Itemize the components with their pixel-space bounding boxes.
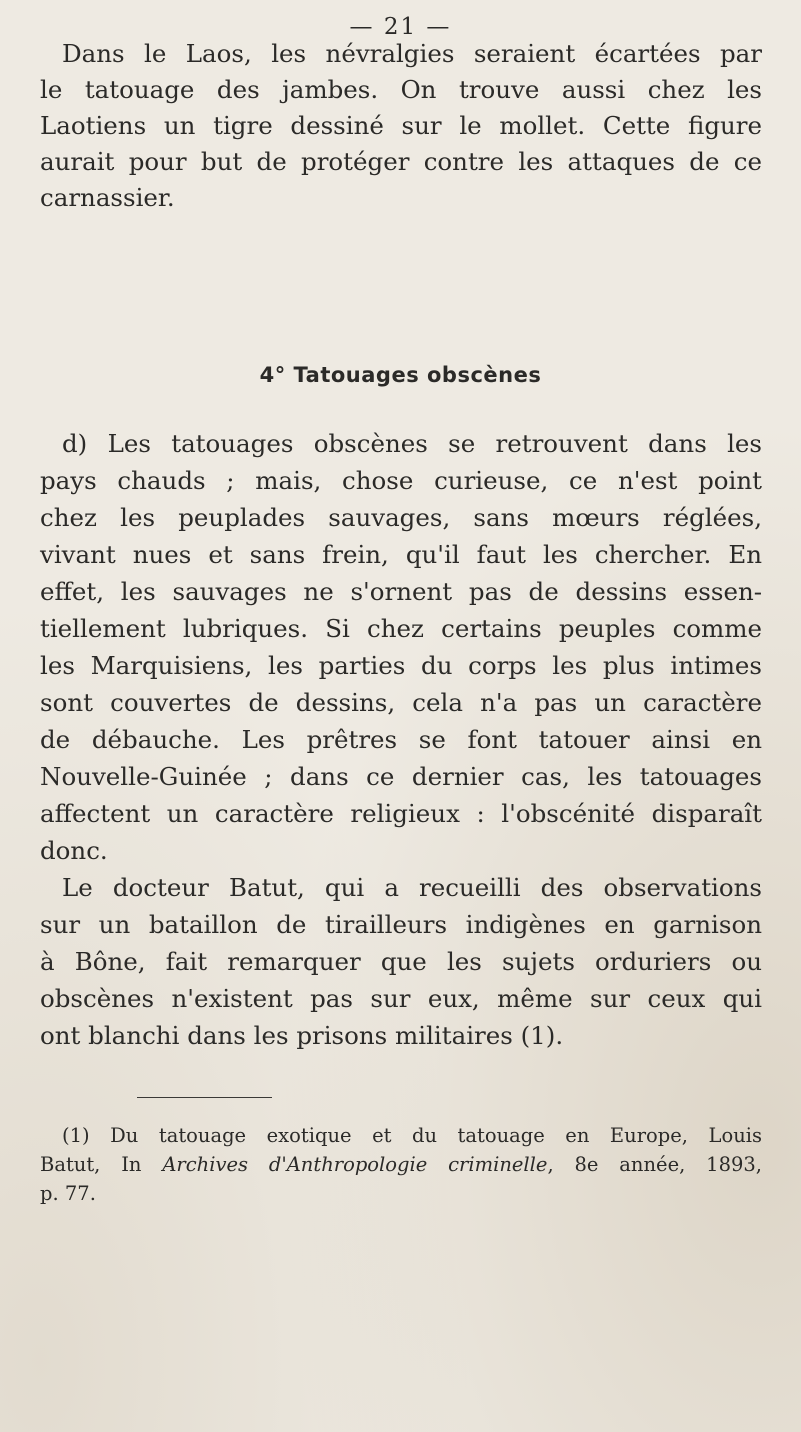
- paragraph-2-line-10: Nouvelle-Guinée ; dans ce dernier cas, les tatouages: [40, 762, 762, 791]
- paragraph-2-line-8: sont couvertes de dessins, cela n'a pas un caractère: [40, 688, 762, 717]
- footnote-separator: [137, 1097, 272, 1098]
- paragraph-1-line-4: aurait pour but de protéger contre les attaques de ce: [40, 147, 762, 176]
- paragraph-3-line-5: ont blanchi dans les prisons militaires (1).: [40, 1021, 564, 1050]
- page-number: — 21 —: [349, 14, 452, 40]
- paragraph-1-line-3: Laotiens un tigre dessiné sur le mollet. Cette figure: [40, 111, 762, 140]
- paragraph-2-line-12: donc.: [40, 836, 108, 865]
- footnote-line-2-suffix: , 8e année, 1893,: [547, 1153, 762, 1176]
- paragraph-2-line-1: d) Les tatouages obscènes se retrouvent dans les: [62, 429, 762, 458]
- paragraph-2-line-2: pays chauds ; mais, chose curieuse, ce n'est point: [40, 466, 762, 495]
- footnote-journal-title: Archives d'Anthropologie criminelle: [162, 1153, 548, 1176]
- paragraph-3-line-4: obscènes n'existent pas sur eux, même sur ceux qui: [40, 984, 762, 1013]
- section-heading: 4° Tatouages obscènes: [259, 363, 542, 387]
- paragraph-2-line-9: de débauche. Les prêtres se font tatouer ainsi en: [40, 725, 762, 754]
- paragraph-2-line-6: tiellement lubriques. Si chez certains peuples comme: [40, 614, 762, 643]
- footnote-line-2: [40, 1151, 762, 1178]
- paragraph-1-line-5: carnassier.: [40, 183, 175, 212]
- paragraph-3-line-3: à Bône, fait remarquer que les sujets orduriers ou: [40, 947, 762, 976]
- paragraph-2-line-7: les Marquisiens, les parties du corps les plus intimes: [40, 651, 762, 680]
- footnote-line-1: (1) Du tatouage exotique et du tatouage en Europe, Louis: [62, 1124, 762, 1147]
- paragraph-2-line-5: effet, les sauvages ne s'ornent pas de dessins essen-: [40, 577, 762, 606]
- paragraph-3-line-1: Le docteur Batut, qui a recueilli des observations: [62, 873, 762, 902]
- paragraph-2-line-11: affectent un caractère religieux : l'obscénité disparaît: [40, 799, 762, 828]
- footnote-line-2-prefix: Batut, In: [40, 1153, 163, 1176]
- paragraph-1-line-1: Dans le Laos, les névralgies seraient écartées par: [62, 39, 762, 68]
- footnote-line-3: p. 77.: [40, 1182, 96, 1205]
- paragraph-3-line-2: sur un bataillon de tirailleurs indigènes en garnison: [40, 910, 762, 939]
- paragraph-1-line-2: le tatouage des jambes. On trouve aussi chez les: [40, 75, 762, 104]
- paragraph-2-line-4: vivant nues et sans frein, qu'il faut les chercher. En: [40, 540, 762, 569]
- paragraph-2-line-3: chez les peuplades sauvages, sans mœurs réglées,: [40, 503, 762, 532]
